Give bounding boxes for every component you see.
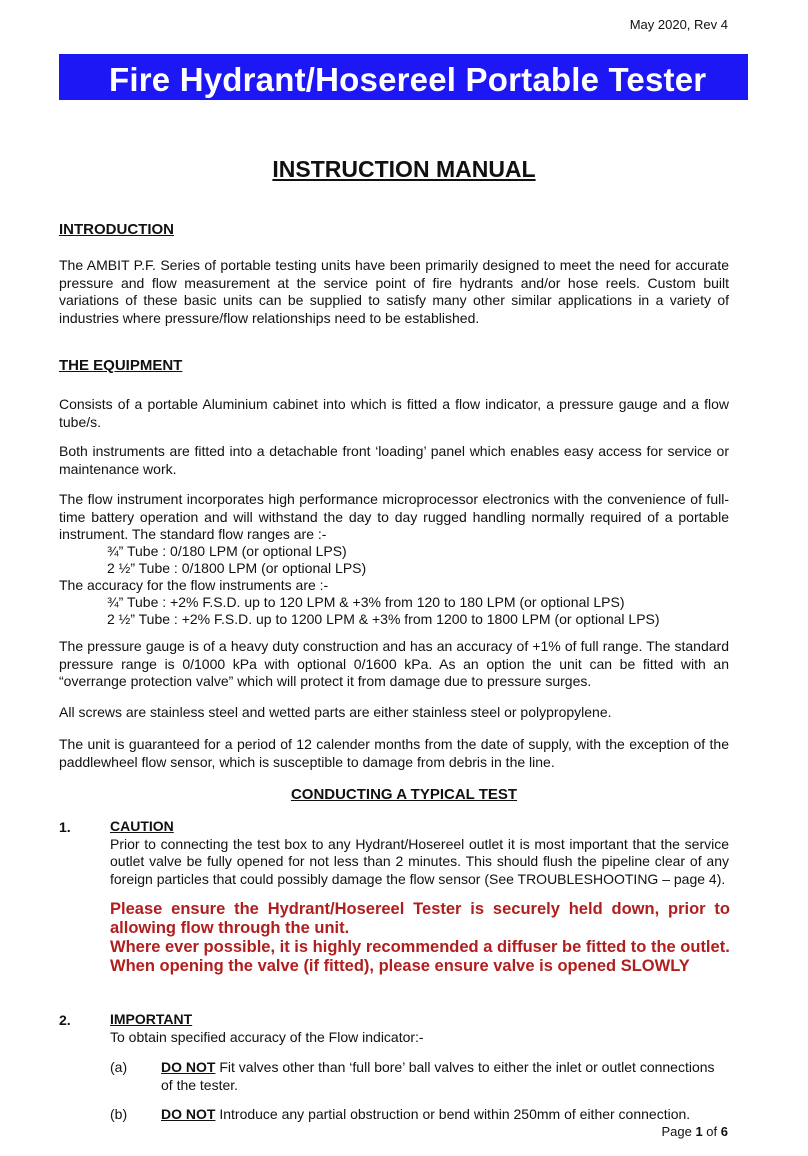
accuracy-2-1-2: 2 ½” Tube : +2% F.S.D. up to 1200 LPM & +3% from 1200 to 1800 LPM (or optional LPS) [107, 611, 660, 627]
title-banner [59, 54, 748, 100]
intro-paragraph: The AMBIT P.F. Series of portable testing units have been primarily designed to meet the need for accurate pressure and flow measurement at the service point of fire hydrants and/or hose reels. Custom built variations of these basic units can be supplied to satisfy many other similar applications in a variety of industries where pressure/flow relationships need to be established. [59, 257, 729, 326]
page-current: 1 [695, 1124, 703, 1139]
important-title: IMPORTANT [110, 1011, 193, 1027]
do-not-b: DO NOT [161, 1106, 216, 1122]
guarantee-paragraph: The unit is guaranteed for a period of 12 calender months from the date of supply, with the exception of the paddlewheel flow sensor, which is susceptible to damage from debris in the line. [59, 736, 729, 770]
sub-item-b-desc: Introduce any partial obstruction or bend within 250mm of either connection. [215, 1106, 691, 1122]
materials-paragraph: All screws are stainless steel and wetted parts are either stainless steel or polypropylene. [59, 704, 612, 720]
sub-item-a-label: (a) [110, 1059, 128, 1075]
sub-item-b-text [161, 1106, 729, 1124]
equipment-paragraph-1: Consists of a portable Aluminium cabinet into which is fitted a flow indicator, a pressure gauge and a flow tube/s. [59, 396, 729, 430]
warning-block [110, 900, 730, 976]
caution-text: Prior to connecting the test box to any Hydrant/Hosereel outlet it is most important that the service outlet valve be fully opened for not less than 2 minutes. This should flush the pipeline clear of any foreign particles that could possibly damage the flow sensor (See TROUBLESHOOTING – page 4). [110, 835, 729, 887]
sub-item-a-text [161, 1059, 729, 1094]
page-of: of [702, 1124, 721, 1139]
warning-open-slowly: When opening the valve (if fitted), please ensure valve is opened SLOWLY [110, 957, 690, 975]
caution-title: CAUTION [110, 818, 174, 834]
item-1-body [110, 818, 729, 888]
important-text: To obtain specified accuracy of the Flow indicator:- [110, 1028, 424, 1045]
document-title: INSTRUCTION MANUAL [272, 156, 536, 182]
intro-heading: INTRODUCTION [59, 221, 174, 238]
warning-held-down: Please ensure the Hydrant/Hosereel Tester is securely held down, prior to allowing flow through the unit. [110, 900, 730, 937]
page-total: 6 [720, 1124, 728, 1139]
item-2-body [110, 1011, 729, 1046]
revision-label: May 2020, Rev 4 [629, 17, 728, 32]
warning-diffuser: Where ever possible, it is highly recommended a diffuser be fitted to the outlet. [110, 938, 730, 956]
sub-item-a-desc: Fit valves other than ‘full bore’ ball valves to either the inlet or outlet connections of the tester. [161, 1059, 715, 1093]
page-number [661, 1124, 728, 1139]
equipment-paragraph-3: The flow instrument incorporates high performance microprocessor electronics with the convenience of full-time battery operation and will withstand the day to day rugged handling normally required of a portable instrument. The standard flow ranges are :- [59, 491, 729, 542]
item-2-number: 2. [59, 1012, 71, 1028]
item-1-number: 1. [59, 819, 71, 835]
page-prefix: Page [661, 1124, 696, 1139]
accuracy-intro: The accuracy for the flow instruments are :- [59, 577, 329, 593]
test-heading: CONDUCTING A TYPICAL TEST [290, 786, 518, 803]
banner-title: Fire Hydrant/Hosereel Portable Tester [109, 61, 707, 98]
accuracy-3-4: ¾” Tube : +2% F.S.D. up to 120 LPM & +3% from 120 to 180 LPM (or optional LPS) [107, 594, 625, 610]
flow-range-3-4: ¾” Tube : 0/180 LPM (or optional LPS) [107, 543, 347, 559]
pressure-gauge-paragraph: The pressure gauge is of a heavy duty construction and has an accuracy of +1% of full range. The standard pressure range is 0/1000 kPa with optional 0/1600 kPa. As an option the unit can be fitted with an “overrange protection valve” which will protect it from damage due to pressure surges. [59, 638, 729, 689]
equipment-heading: THE EQUIPMENT [59, 357, 183, 374]
flow-range-2-1-2: 2 ½” Tube : 0/1800 LPM (or optional LPS) [107, 560, 367, 576]
sub-item-b-label: (b) [110, 1106, 128, 1122]
equipment-paragraph-2: Both instruments are fitted into a detachable front ‘loading’ panel which enables easy access for service or maintenance work. [59, 443, 729, 477]
do-not-a: DO NOT [161, 1059, 216, 1075]
